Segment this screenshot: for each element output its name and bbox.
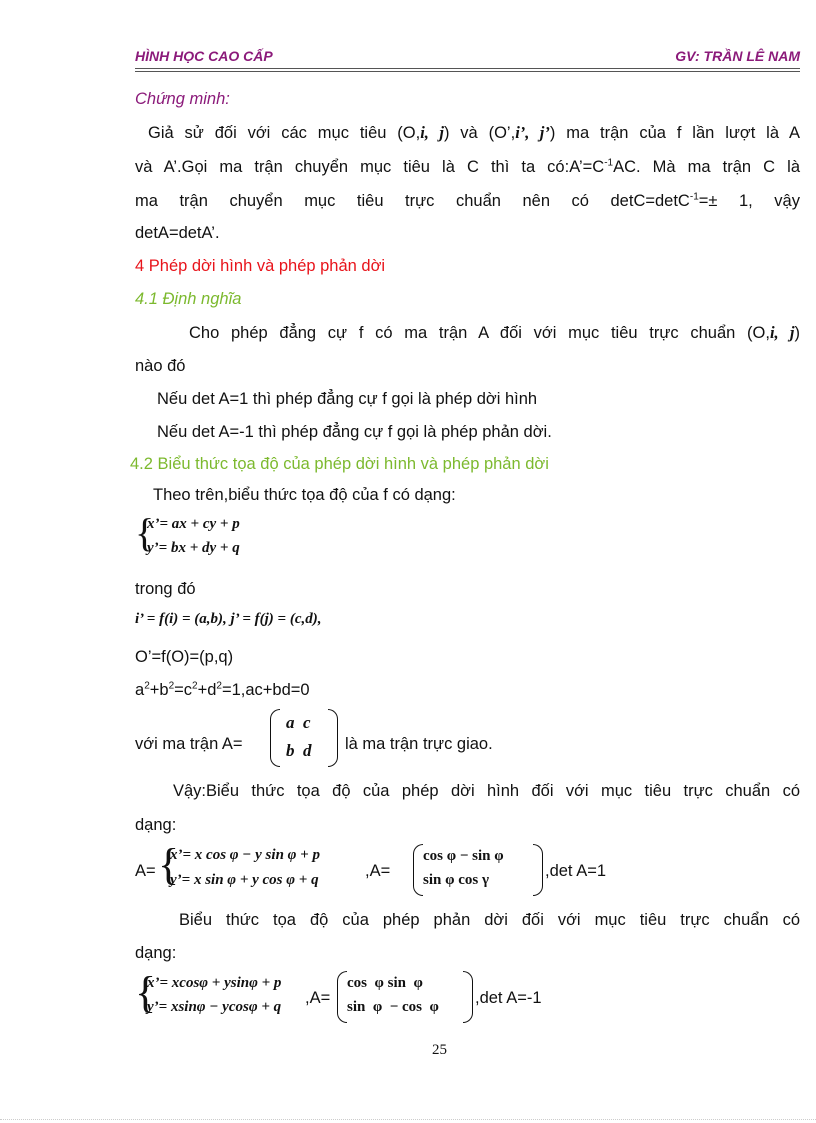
vay-line-1: Vậy:Biểu thức tọa độ của phép dời hình đối với mục tiêu trực chuẩn có xyxy=(173,782,800,800)
section-4-heading: 4 Phép dời hình và phép phản dời xyxy=(135,257,386,275)
matrix-row-1: a c xyxy=(286,713,311,732)
eq-phan-row-1: x’= xcosφ + ysinφ + p xyxy=(147,975,282,991)
eq-doi-row-1: x’= x cos φ − y sin φ + p xyxy=(170,847,320,863)
system-row-2: y’= bx + dy + q xyxy=(147,540,240,556)
orthogonality-conditions: $a^2+b^2=c^2+d^2=1,ac+bd=0$ xyxy=(135,680,310,699)
left-paren-icon xyxy=(413,844,423,896)
eq-phan-suffix: ,det A=-1 xyxy=(475,989,542,1007)
matrix-phan xyxy=(337,971,473,1023)
proof-line-3: ma trận chuyển mục tiêu trực chuẩn nên có detC=detC$^{-1}$=± 1, vậy xyxy=(135,191,800,210)
header-rule-2 xyxy=(135,71,800,72)
definition-line-1: Cho phép đẳng cự f có ma trận A đối với mục tiêu trực chuẩn (O,i, j) xyxy=(189,323,800,342)
matrix-doi xyxy=(413,844,543,896)
definition-line-3: Nếu det A=1 thì phép đẳng cự f gọi là phép dời hình xyxy=(157,390,538,408)
definition-line-2: nào đó xyxy=(135,357,186,375)
bieu-line-1: Biểu thức tọa độ của phép phản dời đối với mục tiêu trực chuẩn có xyxy=(179,911,800,929)
eq-doi-row-2: y’= x sin φ + y cos φ + q xyxy=(170,872,319,888)
vay-line-2: dạng: xyxy=(135,816,177,834)
eq-phan-mid: ,A= xyxy=(305,989,331,1007)
section-4-1-heading: 4.1 Định nghĩa xyxy=(135,290,242,308)
brace-icon: { xyxy=(135,510,155,555)
matrix-doi-row-2: sin φ cos γ xyxy=(423,872,489,888)
vector-equation: i’ = f(i) = (a,b), j’ = f(j) = (c,d), xyxy=(135,611,322,627)
trong-do-text: trong đó xyxy=(135,580,196,598)
proof-line-4: detA=detA’. xyxy=(135,224,220,242)
system-row-1: x’= ax + cy + p xyxy=(147,516,240,532)
brace-icon: { xyxy=(158,840,180,889)
matrix-phan-row-1: cos φ sin φ xyxy=(347,975,423,991)
page-number: 25 xyxy=(432,1042,447,1058)
right-paren-icon xyxy=(328,709,338,767)
origin-equation: O’=f(O)=(p,q) xyxy=(135,648,234,666)
header-rule xyxy=(135,68,800,69)
eq-doi-mid: ,A= xyxy=(365,862,391,880)
theo-tren-text: Theo trên,biểu thức tọa độ của f có dạng: xyxy=(153,486,456,504)
proof-line-2: và A’.Gọi ma trận chuyển mục tiêu là C thì ta $có:A’=C^{-1}AC$. Mà ma trận C là xyxy=(135,157,800,176)
header-right: GV: TRẦN LÊ NAM xyxy=(675,48,800,64)
eq-doi-prefix: A= xyxy=(135,862,156,880)
header-left: HÌNH HỌC CAO CẤP xyxy=(135,48,273,64)
matrix-phan-row-2: sin φ − cos φ xyxy=(347,999,439,1015)
left-paren-icon xyxy=(337,971,347,1023)
section-4-2-heading: 4.2 Biểu thức tọa độ của phép dời hình và phép phản dời xyxy=(130,455,549,473)
matrix-after-text: là ma trận trực giao. xyxy=(345,735,493,753)
proof-line-1: Giả sử đối với các mục tiêu (O,i, j) và (O’,i’, j’) ma trận của f lần lượt là A xyxy=(148,123,800,142)
eq-doi-suffix: ,det A=1 xyxy=(545,862,607,880)
eq-phan-row-2: y’= xsinφ − ycosφ + q xyxy=(147,999,282,1015)
matrix-before-text: với ma trận A= xyxy=(135,735,243,753)
definition-line-4: Nếu det A=-1 thì phép đẳng cự f gọi là phép phản dời. xyxy=(157,423,552,441)
right-paren-icon xyxy=(533,844,543,896)
right-paren-icon xyxy=(463,971,473,1023)
left-paren-icon xyxy=(270,709,280,767)
matrix-a xyxy=(270,709,338,767)
brace-icon: { xyxy=(135,968,157,1017)
matrix-doi-row-1: cos φ − sin φ xyxy=(423,848,504,864)
bieu-line-2: dạng: xyxy=(135,944,177,962)
proof-title: Chứng minh: xyxy=(135,90,230,108)
matrix-row-2: b d xyxy=(286,741,312,760)
page-edge xyxy=(0,1119,816,1120)
